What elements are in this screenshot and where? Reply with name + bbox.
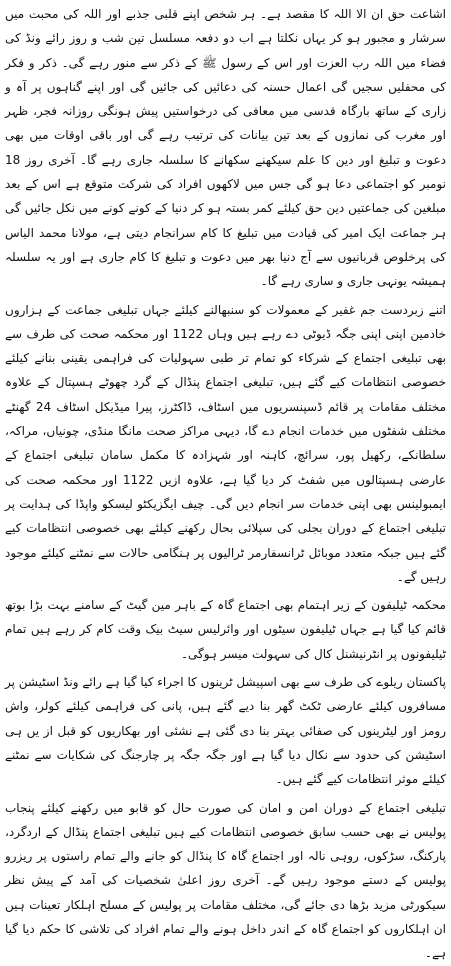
article-paragraph-4: پاکستان ریلوے کی طرف سے بھی اسپیشل ٹرینوں کا اجراء کیا گیا ہے رائے ونڈ اسٹیشن پر مسافروں کیلئے عارضی ٹکٹ گھر بنا دیے گئے ہیں، پانی کی فراہمی کیلئے کولر، واش رومز اور لیٹرینوں کی صفائی بہتر بنا دی گئی ہے نشئی اور بھکاریوں کو قبل از یں ہی اسٹیشن کی حدود سے نکال دیا گیا ہے اور جگہ جگہ پر چارجنگ کی شکایات سے نمٹنے کیلئے موثر انتظامات کیے گئے ہیں۔ <box>5 675 446 787</box>
article-paragraph-2: اتنے زبردست جم غفیر کے معمولات کو سنبھالنے کیلئے جہاں تبلیغی جماعت کے ہزاروں خادمین اپنی اپنی جگہ ڈیوٹی دے رہے ہیں وہاں 1122 اور محکمہ صحت کی طرف سے بھی تبلیغی اجتماع کے شرکاء کو تمام تر طبی سہولیات کی فراہمی یقینی بنانے کیلئے خصوصی انتظامات کیے گئے ہیں، تبلیغی اجتماع پنڈال کے گرد چھوٹے ہسپتال کے علاوہ مختلف مقامات پر قائم ڈسپنسریوں میں اسٹاف، ڈاکٹرز، پیرا میڈیکل اسٹاف 24 گھنٹے مختلف شفٹوں میں خدمات انجام دے گا، دیہی مراکز صحت مانگا منڈی، چونیاں، مراکہ، سلطانکے، رکھیل پور، سرائچ، کاہنہ اور شہزادہ کا مکمل سامان تبلیغی اجتماع کے عارضی ہسپتالوں میں شفٹ کر دیا گیا ہے، علاوہ ازیں 1122 اور محکمہ صحت کی ایمبولینس بھی اپنی خدمات سر انجام دیں گی۔ چیف ایگزیکٹو لیسکو واپڈا کی ہدایت پر تبلیغی اجتماع کے دوران بجلی کی سپلائی بحال رکھنے کیلئے بھی خصوصی انتظامات کیے گئے ہیں جبکہ متعدد موبائل ٹرانسفارمر ٹرالیوں پر ہنگامی حالات سے نمٹنے کیلئے موجود رہیں گے۔ <box>5 302 447 584</box>
article-paragraph-1: اشاعت حق ان الا اللہ کا مقصد ہے۔ ہر شخص اپنے قلبی جذبے اور اللہ کی محبت میں سرشار و مجبور ہو کر یہاں نکلتا ہے اب دو دفعہ مسلسل تین شب و روز رائے ونڈ کی فضاء میں اللہ رب العزت اور اس کے رسول ﷺ کے ذکر سے منور رہے گی۔ ذکر و فکر کی محفلیں سجیں گی اعمال حسنہ کی دعائیں کی جائیں گی اور اپنے گناہوں پر آہ و زاری کے ساتھ بارگاہ قدسی میں معافی کی درخواستیں پیش ہونگی روزانہ فجر، ظہر اور مغرب کی نمازوں کے بعد تین بیانات کی ترتیب رہے گی اور باقی اوقات میں بھی دعوت و تبلیغ اور دین کا علم سیکھنے سکھانے کا سلسلہ جاری رہے گا۔ آخری روز 18 نومبر کو اجتماعی دعا ہو گی جس میں لاکھوں افراد کی شرکت متوقع ہے اس کے بعد مبلغین کی جماعتیں دین حق کیلئے کمر بستہ ہو کر دنیا کے کونے کونے میں نکل جائیں گی ہر جماعت ایک امیر کی قیادت میں تبلیغ کا کام سرانجام دیتی ہے، مولانا محمد الیاس کی پرخلوص قربانیوں سے آج دنیا بھر میں دعوت و تبلیغ کا کام جاری ہے اور یہ سلسلہ ہمیشہ یونہی جاری و ساری رہے گا۔ <box>5 7 446 289</box>
article-paragraph-5: تبلیغی اجتماع کے دوران امن و امان کی صورت حال کو قابو میں رکھنے کیلئے پنجاب پولیس نے بھی حسب سابق خصوصی انتظامات کیے ہیں تبلیغی اجتماع پنڈال کے اردگرد، پارکنگ، سڑکوں، روہی نالہ اور اجتماع گاہ کا پنڈال کو جانے والے تمام راستوں پر ریزرو پولیس کے دستے موجود رہیں گے۔ آخری روز اعلیٰ شخصیات کی آمد کے پیش نظر سیکورٹی مزید بڑھا دی جائے گی، مختلف مقامات پر پولیس کے مسلح اہلکار تعینات ہیں ان اہلکاروں کو اجتماع گاہ کے اندر داخل ہونے والے تمام افراد کی تلاشی کا حکم دیا گیا ہے۔ <box>5 800 446 961</box>
article-paragraph-3: محکمہ ٹیلیفون کے زیر اہتمام بھی اجتماع گاہ کے باہر مین گیٹ کے سامنے بہت بڑا بوتھ قائم کیا گیا ہے جہاں ٹیلیفون سیٹوں اور وائرلیس سیٹ بیک وقت کام کر رہے ہیں تمام ٹیلیفونوں پر انٹرنیشنل کال کی سہولت میسر ہوگی۔ <box>5 598 446 661</box>
